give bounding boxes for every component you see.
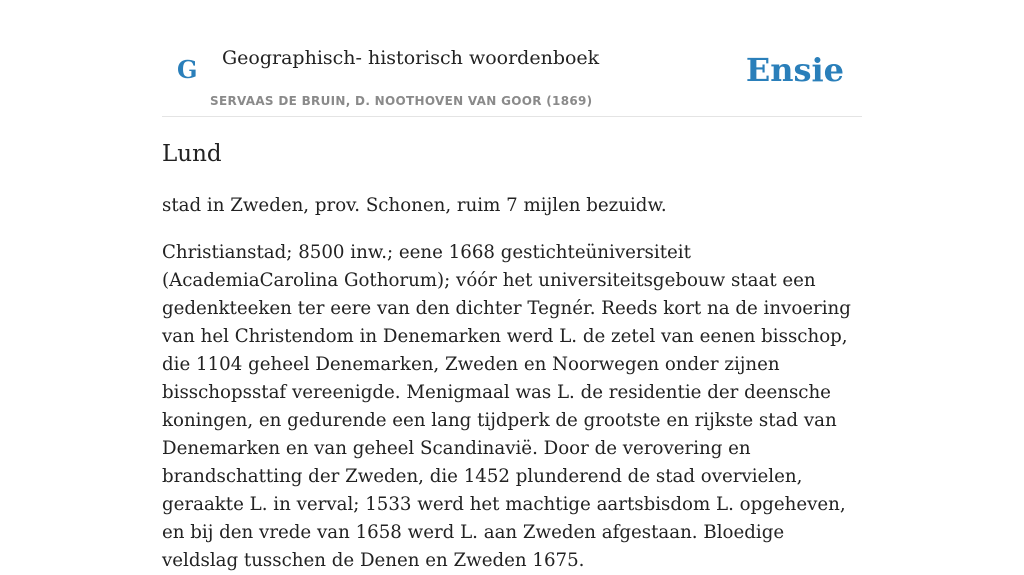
entry-paragraph: stad in Zweden, prov. Schonen, ruim 7 mijlen bezuidw. xyxy=(162,195,667,216)
book-title-link[interactable]: Geographisch- historisch woordenboek xyxy=(222,47,600,69)
entry-paragraph: Christianstad; 8500 inw.; eene 1668 gestichteüniversiteit (AcademiaCarolina Gothorum); vóór het universiteitsgebouw staat een gedenkteeken ter eere van den dichter Tegnér. Reeds kort na de invoering van hel Christendom in Denemarken werd L. de zetel van eenen bisschop, die 1104 geheel Denemarken, Zweden en Noorwegen onder zijnen bisschopsstaf vereenigde. Menigmaal was L. de residentie der deensche koningen, en gedurende een lang tijdperk de grootste en rijkste stad van Denemarken en van geheel Scandinavië. Door de verovering en brandschatting der Zweden, die 1452 plunderend de stad overvielen, geraakte L. in verval; 1533 werd het machtige aartsbisdom L. opgeheven, en bij den vrede van 1658 werd L. aan Zweden afgestaan. Bloedige veldslag tusschen de Denen en Zweden 1675. xyxy=(162,242,851,571)
book-header xyxy=(162,0,862,117)
book-authors: SERVAAS DE BRUIN, D. NOOTHOVEN VAN GOOR (1869) xyxy=(210,94,593,108)
entry-title: Lund xyxy=(162,141,222,167)
ensie-logo-link[interactable]: Ensie xyxy=(745,51,844,89)
entry-content xyxy=(162,136,864,575)
book-letter-icon[interactable]: G xyxy=(177,55,198,84)
